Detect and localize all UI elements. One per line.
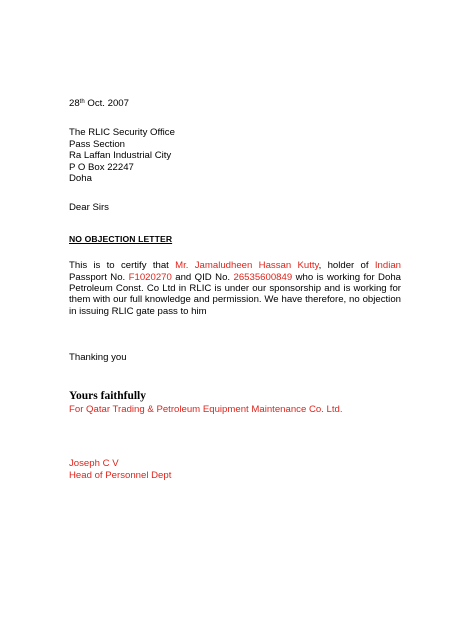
body-paragraph [69, 260, 401, 317]
signer-title: Head of Personnel Dept [69, 469, 172, 481]
recipient-address [69, 127, 409, 184]
qid-number: 26535600849 [233, 271, 293, 283]
date-day: 28 [69, 98, 80, 109]
employee-name: Mr. Jamaludheen Hassan Kutty [175, 260, 319, 272]
body-text-segment: This is to certify that [69, 260, 176, 272]
body-text-segment: , holder of [318, 260, 375, 272]
passport-number: F1020270 [128, 271, 172, 283]
address-line: Ra Laffan Industrial City [69, 150, 172, 162]
salutation: Dear Sirs [69, 202, 109, 214]
signature-block [69, 458, 409, 481]
closing-line: Yours faithfully [69, 389, 146, 402]
address-line: Doha [69, 173, 92, 185]
body-text-segment: and QID No. [171, 271, 234, 283]
address-line: The RLIC Security Office [69, 127, 175, 139]
address-line: Pass Section [69, 138, 125, 150]
subject-heading: NO OBJECTION LETTER [69, 233, 173, 244]
signer-name: Joseph C V [69, 458, 119, 470]
date-rest: Oct. 2007 [84, 98, 129, 109]
letter-date [69, 98, 409, 109]
body-text-segment: Passport No. [69, 271, 129, 283]
thanks-line: Thanking you [69, 352, 127, 364]
letter-body [69, 98, 409, 481]
company-name: For Qatar Trading & Petroleum Equipment Maintenance Co. Ltd. [69, 403, 343, 415]
address-line: P O Box 22247 [69, 161, 134, 173]
body-text-segment: who is working for Doha Petroleum Const. Co Ltd in RLIC is under our sponsorship and is working for them with our full knowledge and permission. We have therefore, no objection in issuing RLIC gate pass to him [69, 271, 401, 317]
date-suffix: th [79, 99, 85, 105]
nationality: Indian [374, 260, 401, 272]
